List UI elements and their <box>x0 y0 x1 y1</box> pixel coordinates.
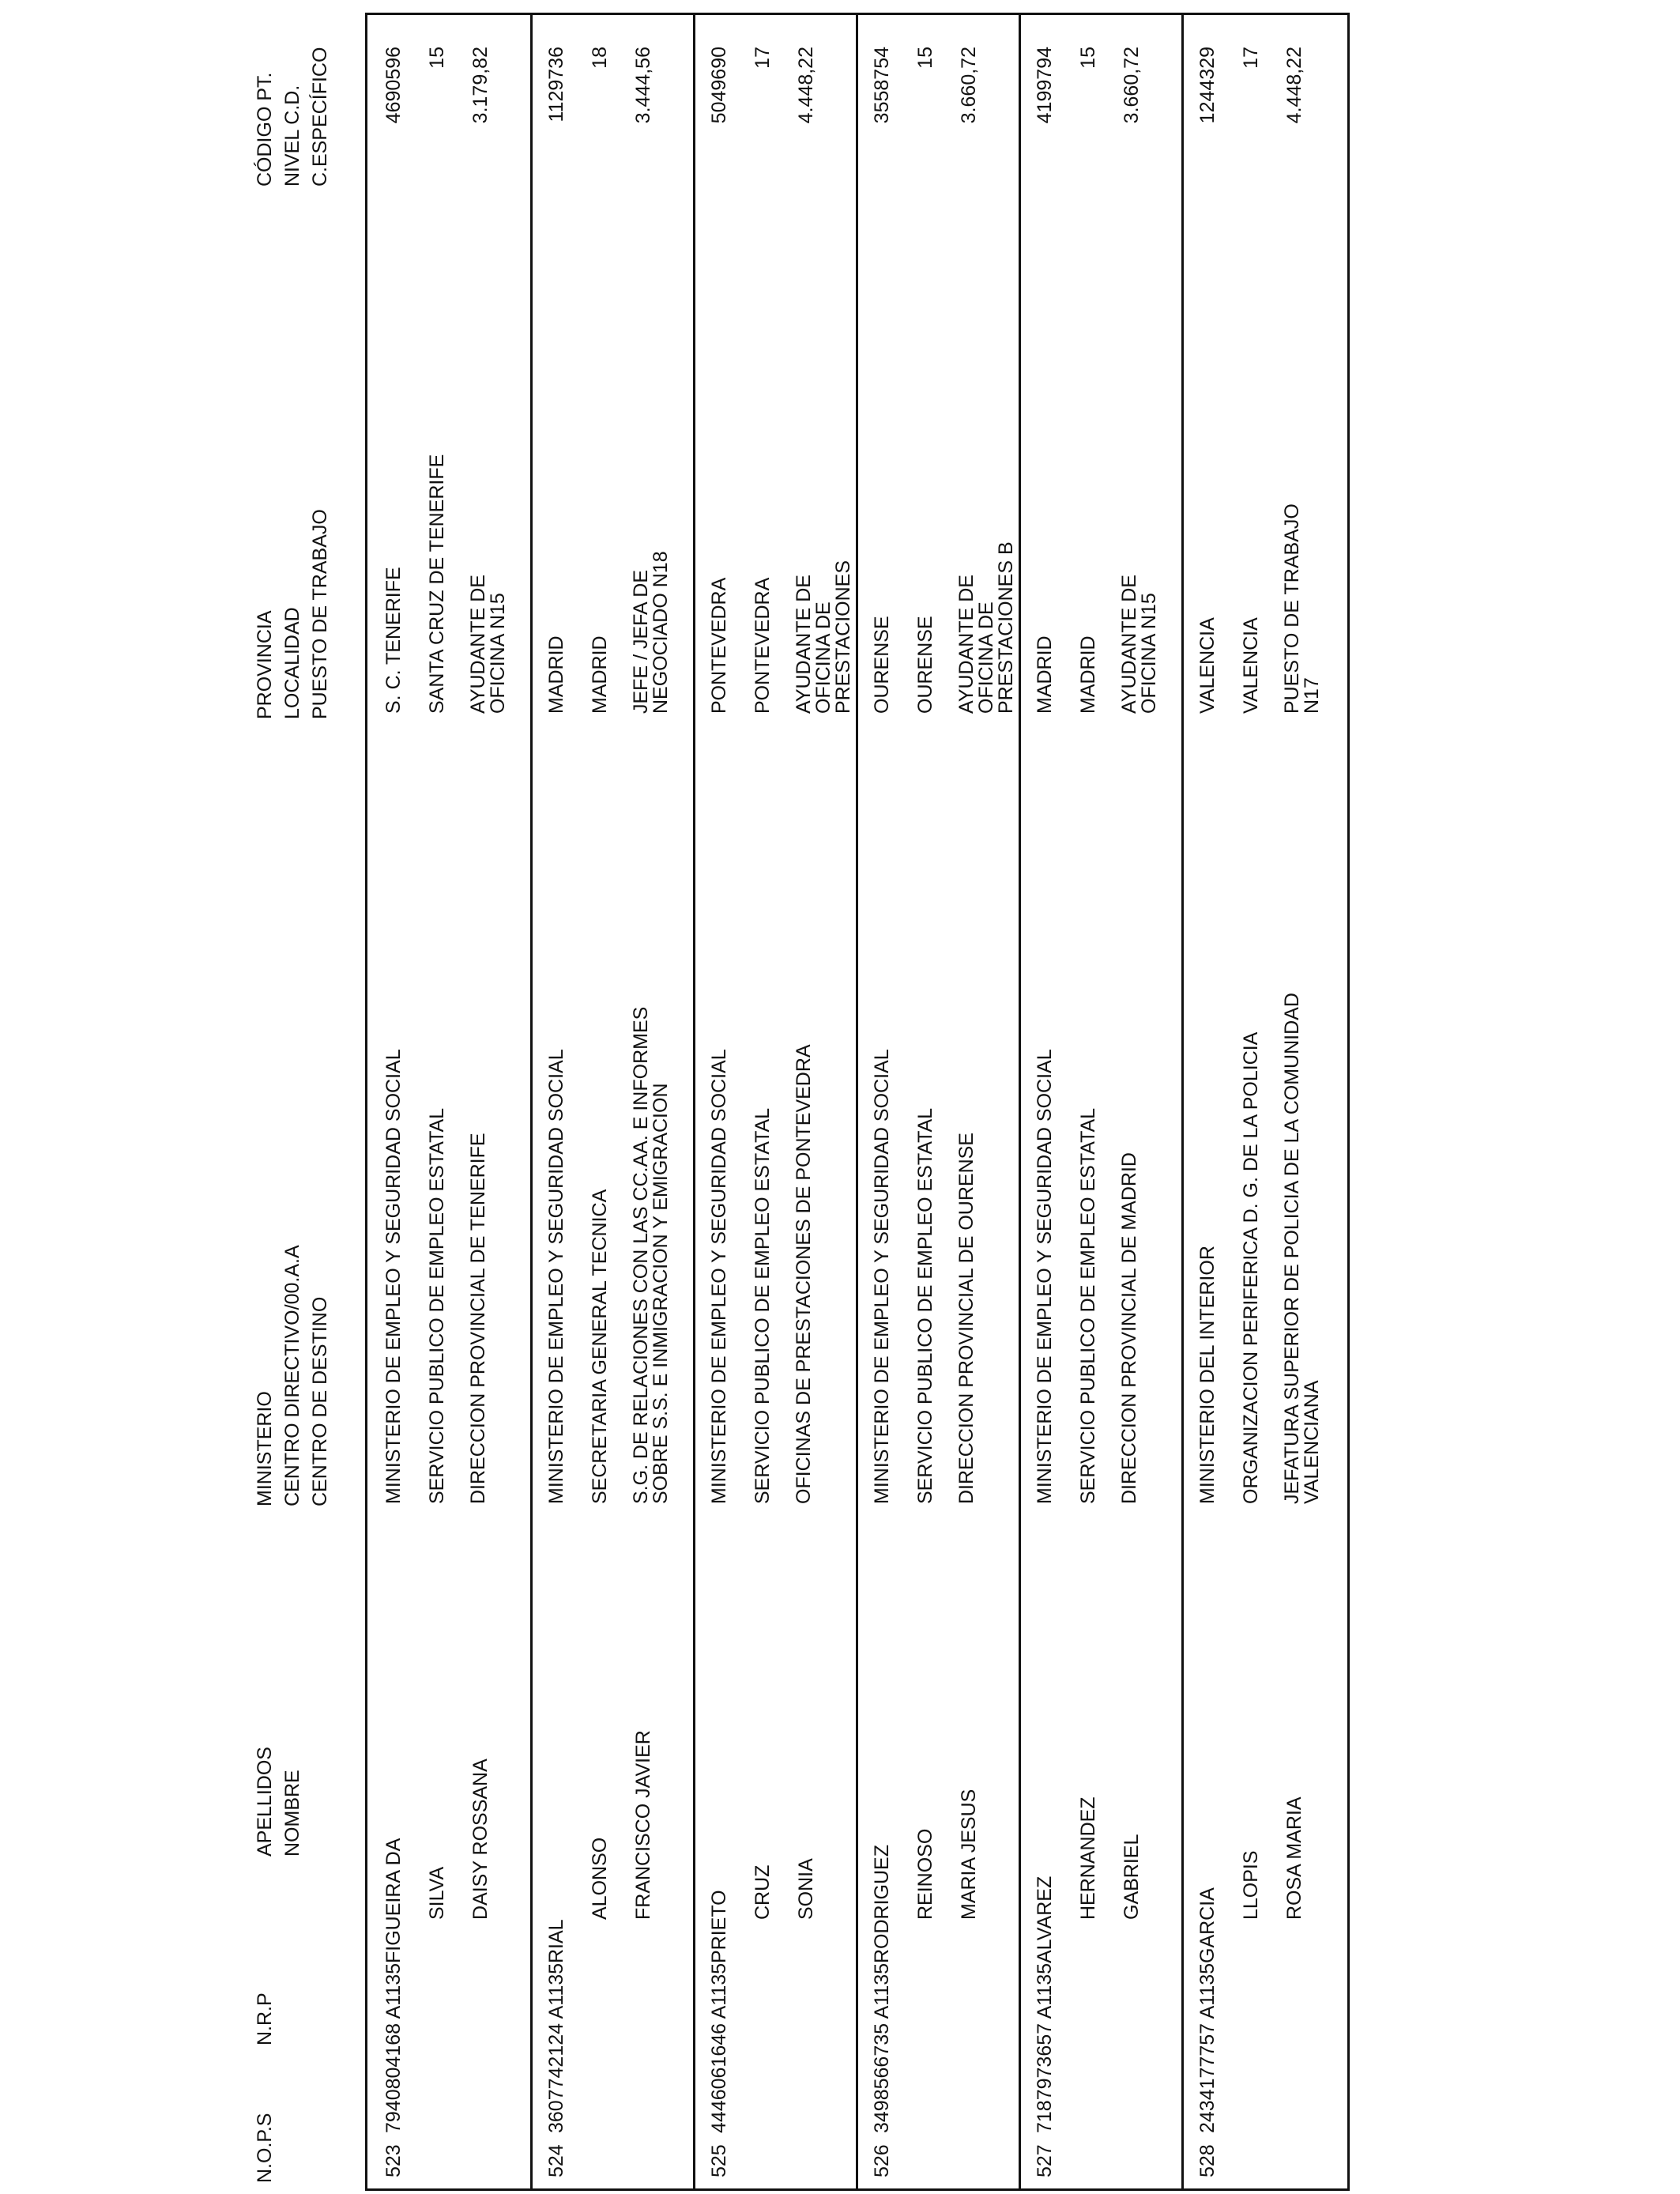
record-codigo: 5049690 <box>708 47 730 124</box>
header-puesto-line: PUESTO DE TRABAJO <box>309 509 331 719</box>
record-apellido1: GARCIA <box>1196 1887 1219 1963</box>
record-ministerio: MINISTERIO DE EMPLEO Y SEGURIDAD SOCIAL <box>708 1049 730 1504</box>
record-localidad: VALENCIA <box>1240 617 1262 714</box>
record-apellido2: REINOSO <box>914 1828 936 1920</box>
header-codigo <box>251 47 334 187</box>
record-nivel: 15 <box>914 47 936 69</box>
record-nops: 526 <box>871 2144 893 2177</box>
record-apellido2: HERNANDEZ <box>1077 1796 1099 1920</box>
record-especifico: 3.660,72 <box>958 47 980 124</box>
record-nrp: 2434177757 A1135 <box>1196 1962 1219 2133</box>
record-apellido1: PRIETO <box>708 1890 730 1963</box>
record-nombre: MARIA JESUS <box>958 1789 980 1920</box>
header-nrp <box>251 1992 279 2045</box>
record-centro-destino: JEFATURA SUPERIOR DE POLICIA DE LA COMUNIDAD VALENCIANA <box>1281 993 1323 1504</box>
record-apellido2: LLOPIS <box>1240 1850 1262 1920</box>
record-provincia: MADRID <box>545 635 567 714</box>
table-header <box>0 0 363 2194</box>
record-ministerio: MINISTERIO DE EMPLEO Y SEGURIDAD SOCIAL <box>1034 1049 1056 1504</box>
header-provincia-line: PROVINCIA <box>254 610 276 719</box>
record-nops: 528 <box>1196 2144 1219 2177</box>
header-localidad-line: LOCALIDAD <box>281 607 303 719</box>
record-ministerio: MINISTERIO DE EMPLEO Y SEGURIDAD SOCIAL <box>382 1049 405 1504</box>
record-centro-destino: DIRECCION PROVINCIAL DE OURENSE <box>955 1133 977 1504</box>
header-ministerio <box>251 1245 334 1506</box>
record-nops: 523 <box>382 2144 405 2177</box>
record-especifico: 3.660,72 <box>1121 47 1143 124</box>
record-nombre: FRANCISCO JAVIER <box>632 1730 654 1920</box>
record-localidad: OURENSE <box>914 616 936 714</box>
record-especifico: 3.444,56 <box>632 47 654 124</box>
record-ministerio: MINISTERIO DE EMPLEO Y SEGURIDAD SOCIAL <box>545 1049 567 1504</box>
header-centro-destino-line: CENTRO DE DESTINO <box>309 1296 331 1506</box>
record-centro-destino: OFICINAS DE PRESTACIONES DE PONTEVEDRA <box>793 1044 815 1504</box>
record-nops: 525 <box>708 2144 730 2177</box>
record-codigo: 1244329 <box>1196 47 1219 124</box>
record-nombre: DAISY ROSSANA <box>469 1759 492 1920</box>
record-block <box>1181 15 1344 2188</box>
header-ministerio-line: MINISTERIO <box>254 1391 276 1506</box>
record-nivel: 18 <box>589 47 611 69</box>
header-especifico-line: C.ESPECÍFICO <box>309 47 331 187</box>
record-puesto: AYUDANTE DE OFICINA DE PRESTACIONES <box>793 560 854 714</box>
record-apellido1: ALVAREZ <box>1034 1875 1056 1963</box>
record-puesto: AYUDANTE DE OFICINA DE PRESTACIONES B <box>955 541 1017 714</box>
header-nops <box>251 2113 279 2183</box>
record-codigo: 4690596 <box>382 47 405 124</box>
record-nivel: 15 <box>1077 47 1099 69</box>
record-block <box>1019 15 1181 2188</box>
record-provincia: OURENSE <box>871 616 893 714</box>
record-codigo: 4199794 <box>1034 47 1056 124</box>
record-provincia: MADRID <box>1034 635 1056 714</box>
record-block <box>856 15 1019 2188</box>
record-especifico: 3.179,82 <box>469 47 492 124</box>
record-localidad: MADRID <box>589 635 611 714</box>
header-nops-label: N.O.P.S <box>254 2113 276 2183</box>
record-provincia: VALENCIA <box>1196 617 1219 714</box>
record-apellido2: ALONSO <box>589 1837 611 1920</box>
record-especifico: 4.448,22 <box>795 47 817 124</box>
record-localidad: MADRID <box>1077 635 1099 714</box>
record-centro-destino: DIRECCION PROVINCIAL DE TENERIFE <box>467 1133 489 1504</box>
record-codigo: 1129736 <box>545 47 567 123</box>
record-ministerio: MINISTERIO DE EMPLEO Y SEGURIDAD SOCIAL <box>871 1049 893 1504</box>
record-nrp: 4446061646 A1135 <box>708 1962 730 2133</box>
record-centro-directivo: SERVICIO PUBLICO DE EMPLEO ESTATAL <box>914 1107 936 1504</box>
record-provincia: S. C. TENERIFE <box>382 567 405 714</box>
record-block <box>530 15 693 2188</box>
header-provincia <box>251 509 334 719</box>
record-codigo: 3558754 <box>871 47 893 124</box>
record-ministerio: MINISTERIO DEL INTERIOR <box>1196 1246 1219 1504</box>
record-centro-directivo: ORGANIZACION PERIFERICA D. G. DE LA POLICIA <box>1240 1031 1262 1504</box>
record-apellido2: CRUZ <box>751 1864 774 1920</box>
record-localidad: SANTA CRUZ DE TENERIFE <box>426 454 448 714</box>
record-block <box>367 15 530 2188</box>
record-localidad: PONTEVEDRA <box>751 577 774 714</box>
record-block <box>693 15 856 2188</box>
header-codigo-line: CÓDIGO PT. <box>254 72 276 187</box>
header-nivel-line: NIVEL C.D. <box>281 85 303 187</box>
record-apellido1: FIGUEIRA DA <box>382 1838 405 1963</box>
record-nivel: 15 <box>426 47 448 69</box>
record-provincia: PONTEVEDRA <box>708 577 730 714</box>
record-centro-directivo: SERVICIO PUBLICO DE EMPLEO ESTATAL <box>426 1107 448 1504</box>
record-centro-destino: S.G. DE RELACIONES CON LAS CC.AA. E INFORMES SOBRE S.S. E INMIGRACION Y EMIGRACION <box>630 1006 672 1504</box>
record-puesto: JEFE / JEFA DE NEGOCIADO N18 <box>630 551 672 714</box>
record-apellido1: RODRIGUEZ <box>871 1845 893 1963</box>
records-table <box>365 13 1350 2191</box>
record-nivel: 17 <box>1240 47 1262 69</box>
record-nops: 524 <box>545 2144 567 2177</box>
header-nrp-label: N.R.P <box>254 1992 276 2045</box>
record-puesto: AYUDANTE DE OFICINA N15 <box>1118 575 1160 714</box>
record-nrp: 7940804168 A1135 <box>382 1962 405 2133</box>
header-nombre-line: NOMBRE <box>281 1770 303 1857</box>
record-centro-directivo: SECRETARIA GENERAL TECNICA <box>589 1189 611 1504</box>
record-nrp: 3607742124 A1135 <box>545 1962 567 2133</box>
record-centro-destino: DIRECCION PROVINCIAL DE MADRID <box>1118 1152 1140 1504</box>
record-puesto: AYUDANTE DE OFICINA N15 <box>467 575 509 714</box>
record-puesto: PUESTO DE TRABAJO N17 <box>1281 503 1323 714</box>
record-nombre: SONIA <box>795 1858 817 1920</box>
record-apellido1: RIAL <box>545 1919 567 1963</box>
record-especifico: 4.448,22 <box>1283 47 1305 124</box>
record-centro-directivo: SERVICIO PUBLICO DE EMPLEO ESTATAL <box>1077 1107 1099 1504</box>
record-nivel: 17 <box>751 47 774 69</box>
record-nops: 527 <box>1034 2144 1056 2177</box>
header-apellidos <box>251 1747 307 1857</box>
header-apellidos-line: APELLIDOS <box>254 1747 276 1857</box>
record-nrp: 7187973657 A1135 <box>1034 1962 1056 2133</box>
record-apellido2: SILVA <box>426 1866 448 1920</box>
record-centro-directivo: SERVICIO PUBLICO DE EMPLEO ESTATAL <box>751 1107 774 1504</box>
header-centro-directivo-line: CENTRO DIRECTIVO/00.A.A <box>281 1245 303 1506</box>
record-nombre: GABRIEL <box>1121 1834 1143 1920</box>
record-nombre: ROSA MARIA <box>1283 1796 1305 1920</box>
record-nrp: 3498566735 A1135 <box>871 1962 893 2133</box>
